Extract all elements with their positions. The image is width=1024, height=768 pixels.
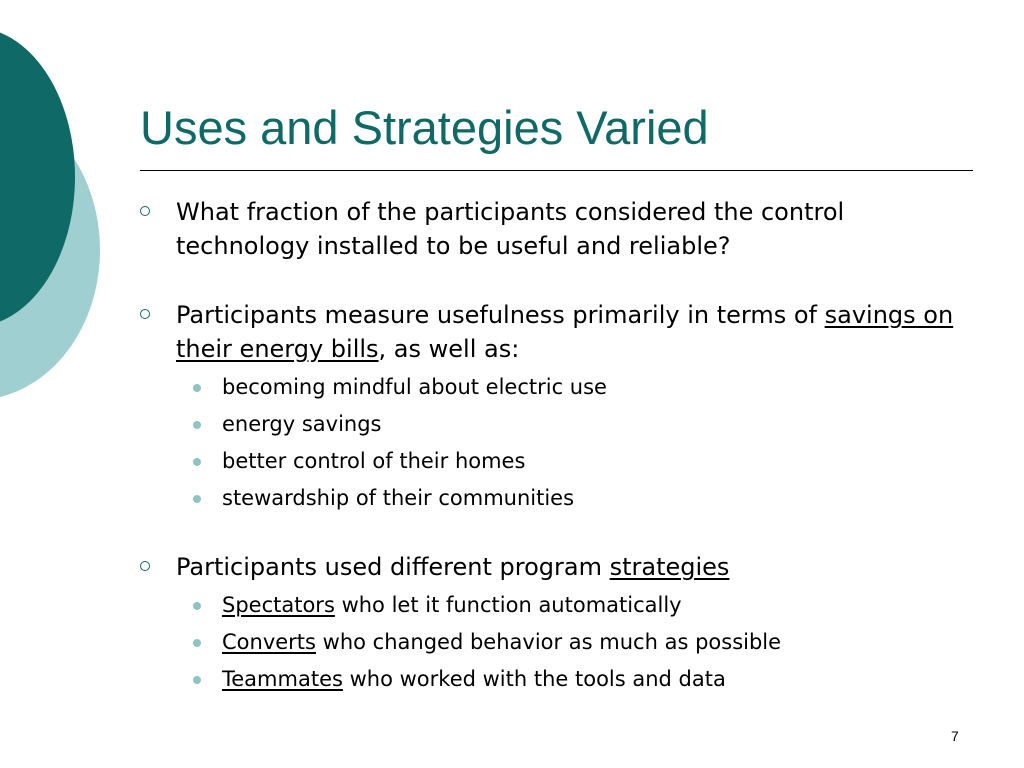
bullet-2-subitem — [222, 447, 982, 475]
subitem-term: Teammates — [222, 667, 343, 691]
subitem-rest: who let it function automatically — [334, 593, 682, 617]
hollow-circle-bullet-icon — [140, 309, 150, 319]
bullet-2 — [176, 298, 976, 366]
subitem-text: becoming mindful about electric use — [222, 375, 607, 399]
bullet-1 — [176, 195, 976, 263]
bullet-2-tail: , as well as: — [378, 335, 520, 363]
subitem-text: better control of their homes — [222, 449, 526, 473]
bullet-1-text: What fraction of the participants considered the control technology installed to be useful and reliable? — [176, 198, 845, 260]
subitem-rest: who changed behavior as much as possible — [315, 630, 782, 654]
dot-bullet-icon — [193, 602, 201, 610]
bullet-3 — [176, 550, 976, 584]
bullet-2-subitem — [222, 410, 982, 438]
dot-bullet-icon — [193, 639, 201, 647]
slide-title: Uses and Strategies Varied — [140, 101, 709, 154]
bullet-2-subitem — [222, 373, 982, 401]
dot-bullet-icon — [193, 384, 201, 392]
bullet-2-lead: Participants measure usefulness primarily in terms of — [176, 301, 825, 329]
page-number: 7 — [951, 728, 959, 744]
subitem-text: stewardship of their communities — [222, 486, 575, 510]
subitem-rest: who worked with the tools and data — [342, 667, 726, 691]
bullet-3-underlined: strategies — [609, 553, 730, 581]
title-divider — [140, 170, 973, 171]
hollow-circle-bullet-icon — [140, 206, 150, 216]
bullet-3-subitem — [222, 665, 982, 693]
bullet-2-subitem — [222, 484, 982, 512]
dot-bullet-icon — [193, 421, 201, 429]
subitem-term: Converts — [222, 630, 316, 654]
bullet-3-subitem — [222, 591, 982, 619]
bullet-3-subitem — [222, 628, 982, 656]
subitem-term: Spectators — [222, 593, 335, 617]
subitem-text: energy savings — [222, 412, 382, 436]
dot-bullet-icon — [193, 495, 201, 503]
bullet-3-lead: Participants used different program — [176, 553, 610, 581]
bullet-2-underlined: savings on their energy bills — [176, 301, 954, 363]
dot-bullet-icon — [193, 676, 201, 684]
dot-bullet-icon — [193, 458, 201, 466]
hollow-circle-bullet-icon — [140, 561, 150, 571]
